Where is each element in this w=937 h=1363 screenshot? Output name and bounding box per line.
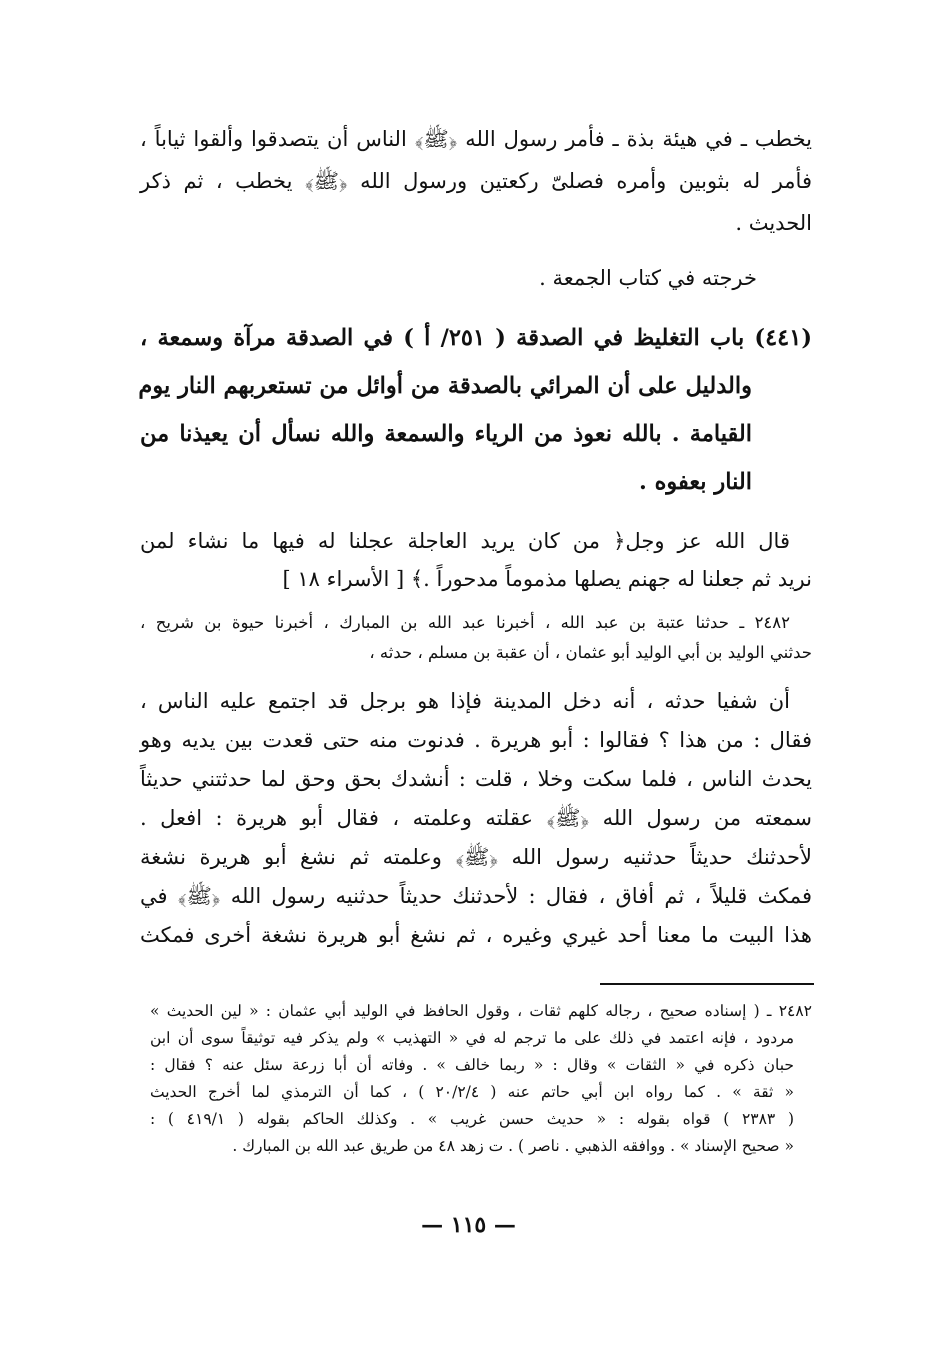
text-line: سمعته من رسول الله ﴿ﷺ﴾ عقلته وعلمته ، فقال أبو هريرة : افعل .: [140, 806, 812, 830]
hadith-chain: [140, 608, 812, 668]
heading-line: القيامة . بالله نعوذ من الرياء والسمعة والله نسأل أن يعيذنا من: [140, 421, 752, 447]
quran-quote: [140, 522, 812, 598]
text-line: حدثني الوليد بن أبي الوليد أبو عثمان ، أن عقبة بن مسلم ، حدثه ،: [369, 643, 812, 662]
heading-line: (٤٤١) باب التغليظ في الصدقة ( ٢٥١/ أ ) في الصدقة مرآة وسمعة ،: [140, 325, 812, 351]
footnote-line: ٢٤٨٢ ـ ( إسناده صحيح ، رجاله كلهم ثقات ، وقول الحافظ في الوليد أبي عثمان : « لين الحديث »: [150, 1002, 812, 1020]
text-line: فقال : من هذا ؟ فقالوا : أبو هريرة . فدنوت منه حتى قعدت بين يديه وهو: [140, 728, 812, 752]
footnote-line: مردود ، فإنه اعتمد في ذلك على ما ترجم له في « التهذيب » ولم يذكر فيه توثيقاً سوى أن ابن: [150, 1029, 794, 1047]
text-line: لأحدثنك حديثاً حدثنيه رسول الله ﴿ﷺ﴾ وعلمته ثم نشغ أبو هريرة نشغة: [140, 845, 812, 869]
hadith-text: [140, 682, 812, 955]
text-line: قال الله عز وجل﴿ من كان يريد العاجلة عجلنا له فيها ما نشاء لمن: [140, 529, 790, 553]
text-line: ٢٤٨٢ ـ حدثنا عتبة بن عبد الله ، أخبرنا عبد الله بن المبارك ، أخبرنا حيوة بن شريح ،: [140, 613, 791, 632]
footnotes: [150, 998, 812, 1160]
chapter-heading: [140, 314, 812, 506]
page-number: — ١١٥ —: [421, 1212, 516, 1238]
text-line: فمكث قليلاً ، ثم أفاق ، فقال : لأحدثنك حديثاً حدثنيه رسول الله ﴿ﷺ﴾ في: [140, 884, 812, 908]
text-line: أن شفيا حدثه ، أنه دخل المدينة فإذا هو برجل قد اجتمع عليه الناس ،: [140, 689, 790, 713]
text-line: الحديث .: [735, 211, 812, 235]
continuation-paragraph: [140, 118, 812, 244]
takhrij-note: [140, 258, 812, 298]
main-text: [140, 118, 812, 955]
text-line: يخطب ـ في هيئة بذة ـ فأمر رسول الله ﴿ﷺ﴾ الناس أن يتصدقوا وألقوا ثياباً ،: [140, 127, 812, 151]
text-line: فأمر له بثوبين وأمره فصلىّ ركعتين ورسول الله ﴿ﷺ﴾ يخطب ، ثم ذكر: [140, 169, 812, 193]
footnote-line: حبان ذكره في « الثقات » وقال : « ربما خالف » . وفاته أن أبا زرعة سئل عنه ؟ فقال :: [150, 1056, 794, 1074]
text-line: يحدث الناس ، فلما سكت وخلا ، قلت : أنشدك بحق وحق لما حدثتني حديثاً: [140, 767, 812, 791]
heading-line: النار بعفوه .: [638, 469, 752, 495]
footnote-line: « ثقة » . كما رواه ابن أبي حاتم عنه ( ٢٠/٢/٤ ) ، كما أن الترمذي لما أخرج الحديث: [150, 1083, 794, 1101]
footnote-divider: [600, 983, 814, 985]
text-line: خرجته في كتاب الجمعة .: [539, 266, 757, 290]
text-line: هذا البيت ما معنا أحد غيري وغيره ، ثم نشغ أبو هريرة نشغة أخرى فمكث: [140, 923, 812, 947]
text-line: نريد ثم جعلنا له جهنم يصلها مذموماً مدحوراً .﴾ [ الأسراء ١٨ ]: [282, 567, 812, 591]
footnote-line: ( ٢٣٨٣ ) قواه بقوله : « حديث حسن غريب » . وكذلك الحاكم بقوله ( ٤١٩/١ ) :: [150, 1110, 795, 1128]
footnote-line: « صحيح الإسناد » . ووافقه الذهبي . ناصر ) . ت زهد ٤٨ من طريق عبد الله بن المبارك .: [232, 1137, 794, 1155]
heading-line: والدليل على أن المرائي بالصدقة من أوائل من تستعربهم النار يوم: [138, 373, 752, 399]
